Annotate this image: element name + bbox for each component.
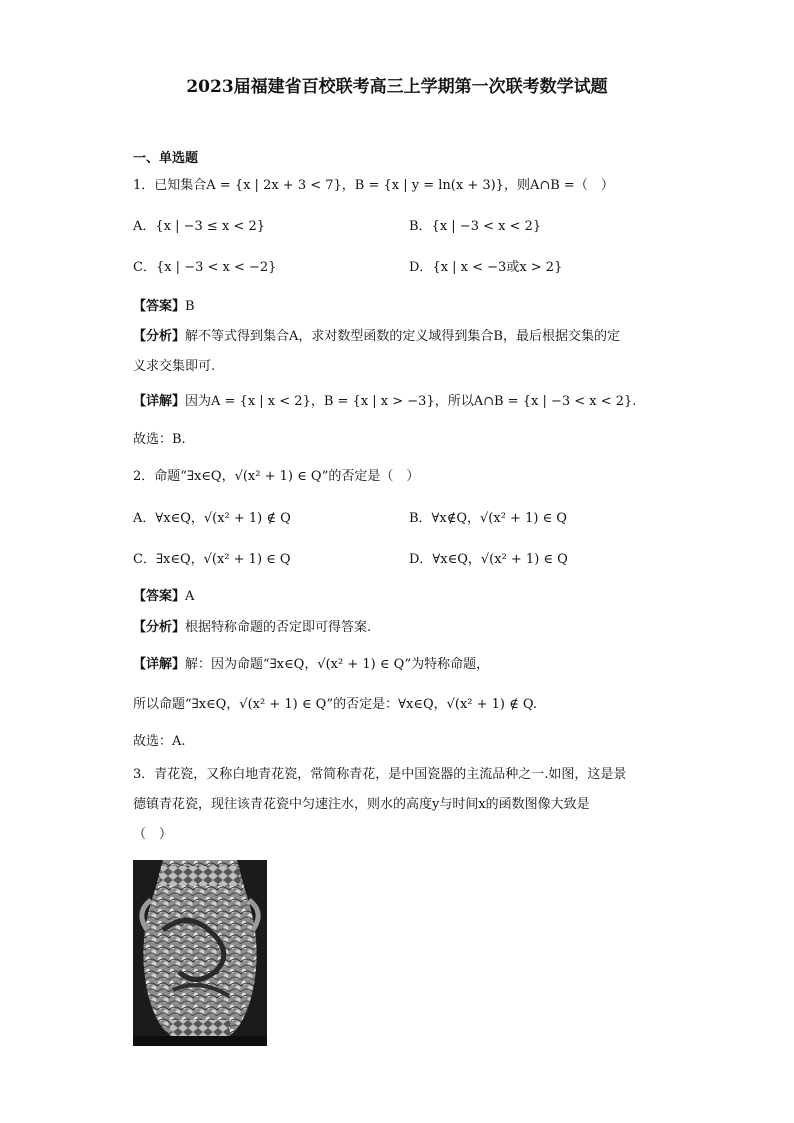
q2-option-a: A．∀x∈Q，√(x² + 1) ∉ Q — [133, 511, 291, 526]
q1-choice: 故选：B. — [133, 432, 186, 447]
q2-stem: 2．命题“∃x∈Q，√(x² + 1) ∈ Q”的否定是（ ） — [133, 469, 420, 484]
detail-tag: 【详解】 — [133, 394, 186, 409]
q3-stem-line-3: （ ） — [133, 827, 173, 842]
q2-option-c: C．∃x∈Q，√(x² + 1) ∈ Q — [133, 552, 291, 567]
q2-detail-line-2: 所以命题“∃x∈Q，√(x² + 1) ∈ Q”的否定是：∀x∈Q，√(x² + 1) ∉ Q. — [133, 697, 538, 712]
q2-answer-value: A — [185, 589, 195, 604]
q1-option-d: D．{x | x < −3或x > 2} — [409, 260, 563, 275]
page-title: 2023届福建省百校联考高三上学期第一次联考数学试题 — [186, 77, 608, 97]
q1-option-b: B．{x | −3 < x < 2} — [409, 219, 542, 234]
analysis-tag: 【分析】 — [133, 329, 186, 344]
q3-stem-line-2: 德镇青花瓷，现往该青花瓷中匀速注水，则水的高度y与时间x的函数图像大致是 — [133, 797, 590, 812]
q1-answer — [133, 298, 195, 316]
q1-detail — [133, 393, 636, 411]
q1-analysis-text: 解不等式得到集合A，求对数型函数的定义域得到集合B，最后根据交集的定 — [185, 329, 620, 344]
q2-option-b: B．∀x∉Q，√(x² + 1) ∈ Q — [409, 511, 567, 526]
q2-answer — [133, 588, 194, 606]
q2-analysis — [133, 619, 371, 637]
analysis-tag: 【分析】 — [133, 620, 186, 635]
q2-detail-text: 解：因为命题“∃x∈Q，√(x² + 1) ∈ Q”为特称命题， — [185, 657, 490, 672]
answer-tag: 【答案】 — [133, 589, 186, 604]
q2-choice: 故选：A. — [133, 734, 186, 749]
section-heading: 一、单选题 — [133, 151, 199, 166]
answer-tag: 【答案】 — [133, 299, 186, 314]
q3-stem-line-1: 3．青花瓷，又称白地青花瓷，常简称青花，是中国瓷器的主流品种之一.如图，这是景 — [133, 767, 627, 782]
q1-option-c: C．{x | −3 < x < −2} — [133, 260, 277, 275]
vase-drawing — [133, 860, 267, 1046]
q1-analysis-line-1 — [133, 328, 620, 346]
q2-detail-line-1 — [133, 656, 489, 674]
q1-analysis-line-2: 义求交集即可. — [133, 359, 216, 374]
q2-analysis-text: 根据特称命题的否定即可得答案. — [185, 620, 372, 635]
q2-option-d: D．∀x∈Q，√(x² + 1) ∈ Q — [409, 552, 568, 567]
q1-detail-text: 因为A = {x | x < 2}，B = {x | x > −3}，所以A∩B = {x | −3 < x < 2}. — [185, 394, 637, 409]
blue-white-porcelain-vase-image — [133, 860, 267, 1046]
q1-answer-value: B — [185, 299, 195, 314]
detail-tag: 【详解】 — [133, 657, 186, 672]
q1-stem: 1．已知集合A = {x | 2x + 3 < 7}，B = {x | y = ln(x + 3)}，则A∩B =（ ） — [133, 178, 614, 193]
q1-option-a: A．{x | −3 ≤ x < 2} — [133, 219, 265, 234]
